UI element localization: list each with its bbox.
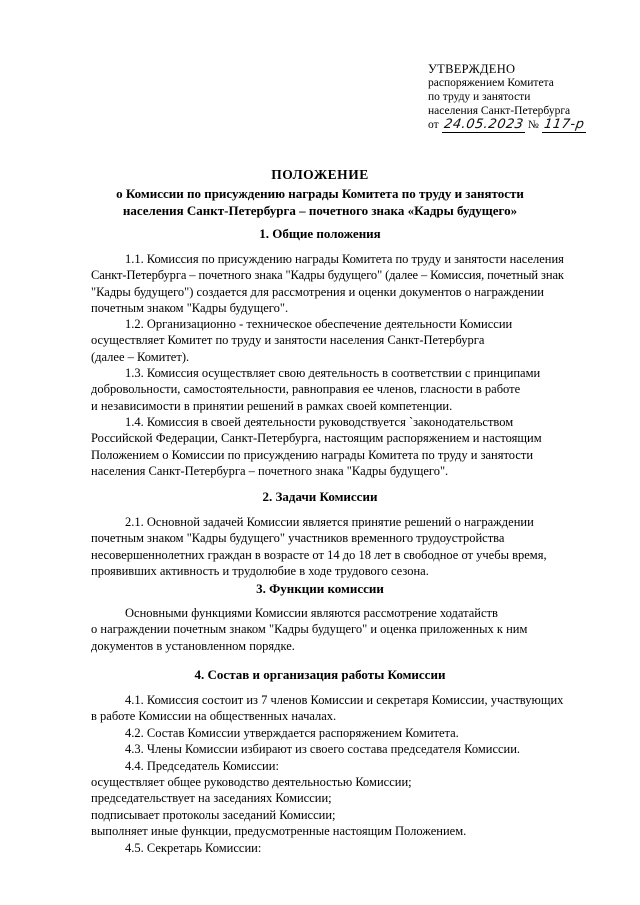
text-line: (далее – Комитет). (91, 349, 190, 364)
text-line: выполняет иные функции, предусмотренные настоящим Положением. (91, 824, 467, 839)
text-line: документов в установленном порядке. (91, 638, 295, 653)
text-line: проявивших активность и трудолюбие в ходе трудового сезона. (91, 564, 429, 579)
paragraph-1-1 (91, 251, 564, 317)
text-line: несовершеннолетних граждан в возрасте от 14 до 18 лет в свободное от учебы время, (91, 547, 547, 562)
text-line: Российской Федерации, Санкт-Петербурга, настоящим распоряжением и настоящим (91, 431, 542, 446)
paragraph-1-4 (91, 414, 564, 480)
text-line: 4.1. Комиссия состоит из 7 членов Комиссии и секретаря Комиссии, участвующих (125, 693, 564, 707)
text-line: Санкт-Петербурга – почетного знака "Кадры будущего" (далее – Комиссия, почетный знак (91, 268, 564, 283)
text-line: о награждении почетным знаком "Кадры будущего" и оценка приложенных к ним (91, 622, 528, 637)
approval-line-3: населения Санкт-Петербурга (428, 105, 571, 117)
text-line: добровольности, самостоятельности, равноправия ее членов, гласности в работе (91, 382, 521, 397)
section-2-heading: 2. Задачи Комиссии (262, 489, 378, 504)
text-line: осуществляет Комитет по труду и занятости населения Санкт-Петербурга (91, 333, 485, 348)
section-4-heading: 4. Состав и организация работы Комиссии (194, 667, 446, 682)
text-line: и независимости в принятии решений в рамках своей компетенции. (91, 398, 453, 413)
text-line: 1.1. Комиссия по присуждению награды Комитета по труду и занятости населения (125, 252, 564, 266)
paragraph-1-2 (91, 316, 564, 365)
text-line: Положением о Комиссии по присуждению награды Комитета по труду и занятости (91, 447, 534, 462)
text-line: 4.5. Секретарь Комиссии: (125, 840, 262, 855)
text-line: в работе Комиссии на общественных началах. (91, 709, 337, 724)
date-field (442, 118, 525, 133)
text-line: 1.4. Комиссия в своей деятельности руководствуется `законодательством (125, 415, 514, 429)
text-line: 4.2. Состав Комиссии утверждается распоряжением Комитета. (125, 725, 459, 740)
text-line: 2.1. Основной задачей Комиссии является принятие решений о награждении (125, 515, 534, 529)
number-prefix: № (527, 119, 539, 131)
title-line-2: населения Санкт-Петербурга – почетного знака «Кадры будущего» (122, 203, 518, 218)
approval-heading: УТВЕРЖДЕНО (428, 62, 516, 76)
section-3-heading: 3. Функции комиссии (256, 581, 384, 596)
text-line: "Кадры будущего") создается для рассмотрения и оценки документов о награждении (91, 284, 544, 299)
text-line: 4.4. Председатель Комиссии: (125, 758, 279, 773)
text-line: почетным знаком "Кадры будущего" участников временного трудоустройства (91, 531, 505, 546)
title-main: ПОЛОЖЕНИЕ (271, 167, 369, 182)
text-line: Основными функциями Комиссии являются рассмотрение ходатайств (125, 606, 498, 620)
paragraph-3-1 (91, 605, 564, 654)
paragraph-1-3 (91, 365, 564, 414)
text-line: населения Санкт-Петербурга – почетного знака "Кадры будущего". (91, 464, 449, 479)
date-prefix: от (428, 119, 439, 131)
text-line: 1.2. Организационно - техническое обеспечение деятельности Комиссии (125, 317, 513, 331)
title-line-1: о Комиссии по присуждению награды Комитета по труду и занятости (116, 186, 524, 201)
approval-line-2: по труду и занятости (428, 91, 531, 103)
text-line: осуществляет общее руководство деятельностью Комиссии; (91, 775, 412, 790)
text-line: 1.3. Комиссия осуществляет свою деятельность в соответствии с принципами (125, 366, 541, 380)
document-title (60, 166, 580, 219)
number-field (542, 118, 586, 133)
handwritten-date: 24.05.2023 (442, 117, 525, 132)
text-line: 4.3. Члены Комиссии избирают из своего состава председателя Комиссии. (125, 742, 521, 757)
text-line: подписывает протоколы заседаний Комиссии; (91, 807, 336, 822)
approval-line-1: распоряжением Комитета (428, 77, 554, 89)
approval-stamp (428, 62, 608, 133)
paragraph-4 (91, 692, 564, 856)
approval-date-line (428, 118, 608, 133)
handwritten-number: 117-р (542, 117, 586, 132)
text-line: почетным знаком "Кадры будущего". (91, 301, 289, 316)
text-line: председательствует на заседаниях Комиссии; (91, 791, 332, 806)
section-1-heading: 1. Общие положения (259, 226, 381, 241)
paragraph-2-1 (91, 514, 564, 580)
